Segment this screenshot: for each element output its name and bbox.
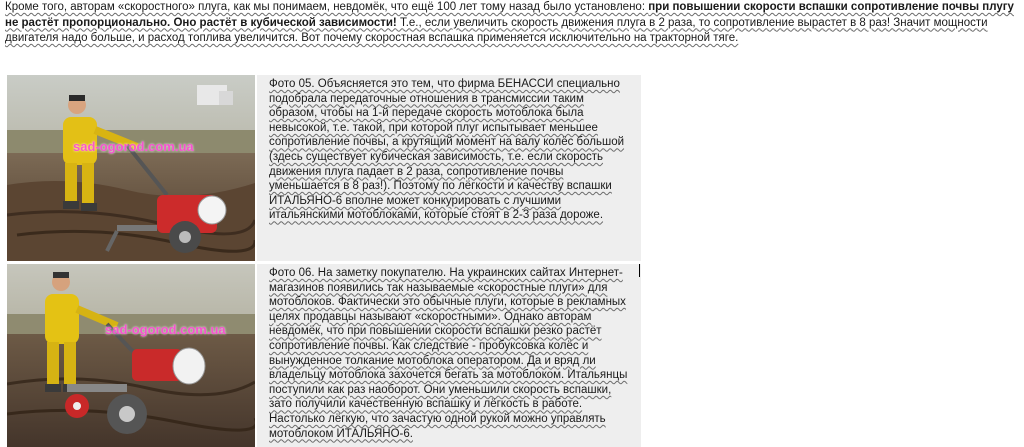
intro-paragraph <box>5 0 1015 47</box>
photo-cell <box>5 75 257 261</box>
photo-06-image <box>7 264 255 447</box>
photo-05-image <box>7 75 255 261</box>
table-row <box>5 75 641 261</box>
photo-table <box>5 75 641 447</box>
table-row <box>5 264 641 447</box>
intro-text-end: Т.е., если увеличить скорость движения плуга в 2 раза, то сопротивление вырастет в 8 раз! Значит мощности двигателя надо больше, и расход топлива увеличится. Вот почему скоростная вспашка применяется исключительно на тракторной тяге. <box>5 16 988 45</box>
intro-bold-statement: при повышении скорости вспашки сопротивление почвы плугу не растёт пропорционально. Оно растёт в кубической зависимости! <box>5 1 1014 29</box>
intro-text-start: Кроме того, авторам «скоростного» плуга, как мы понимаем, невдомёк, что ещё 100 лет тому назад было установлено: <box>5 1 649 13</box>
photo-watermark: sad-ogorod.com.ua <box>73 139 194 154</box>
photo-watermark: sad-ogorod.com.ua <box>105 322 226 337</box>
photo-05-caption: Фото 05. Объясняется это тем, что фирма БЕНАССИ специально подобрала передаточные отношения в трансмиссии таким образом, чтобы на 1-й передаче скорость мотоблока была невысокой, т.е. такой, при которой плуг испытывает меньшее сопротивление почвы, а крутящий момент на валу колёс большой (здесь существует кубическая зависимость, т.е. если скорость движения плуга падает в 2 раза, сопротивление почвы уменьшается в 8 раз!). Поэтому по лёгкости и качеству вспашки ИТАЛЬЯНО-6 вполне может конкурировать с лучшими итальянскими мотоблоками, которые стоят в 2-3 раза дороже. <box>269 78 625 222</box>
photo-06-caption-cell <box>257 264 641 447</box>
photo-05-caption-cell <box>257 75 641 261</box>
photo-06-caption: Фото 06. На заметку покупателю. На украинских сайтах Интернет-магазинов появились так называемые «скоростные плуги» для мотоблоков. Фактически это обычные плуги, которые в рекламных целях продавцы называют «скоростными». Однако авторам невдомёк, что при повышении скорости вспашки резко растёт сопротивление почвы. Как следствие - пробуксовка колёс и вынужденное толкание мотоблока оператором. Да и вряд ли владельцу мотоблока захочется бегать за мотоблоком. Итальянцы поступили как раз наоборот. Они уменьшили скорость вспашки, зато получили качественную вспашку и лёгкость в работе. Настолько лёгкую, что зачастую одной рукой можно управлять мотоблоком ИТАЛЬЯНО-6. <box>269 267 628 440</box>
photo-cell <box>5 264 257 447</box>
text-cursor <box>639 264 640 277</box>
